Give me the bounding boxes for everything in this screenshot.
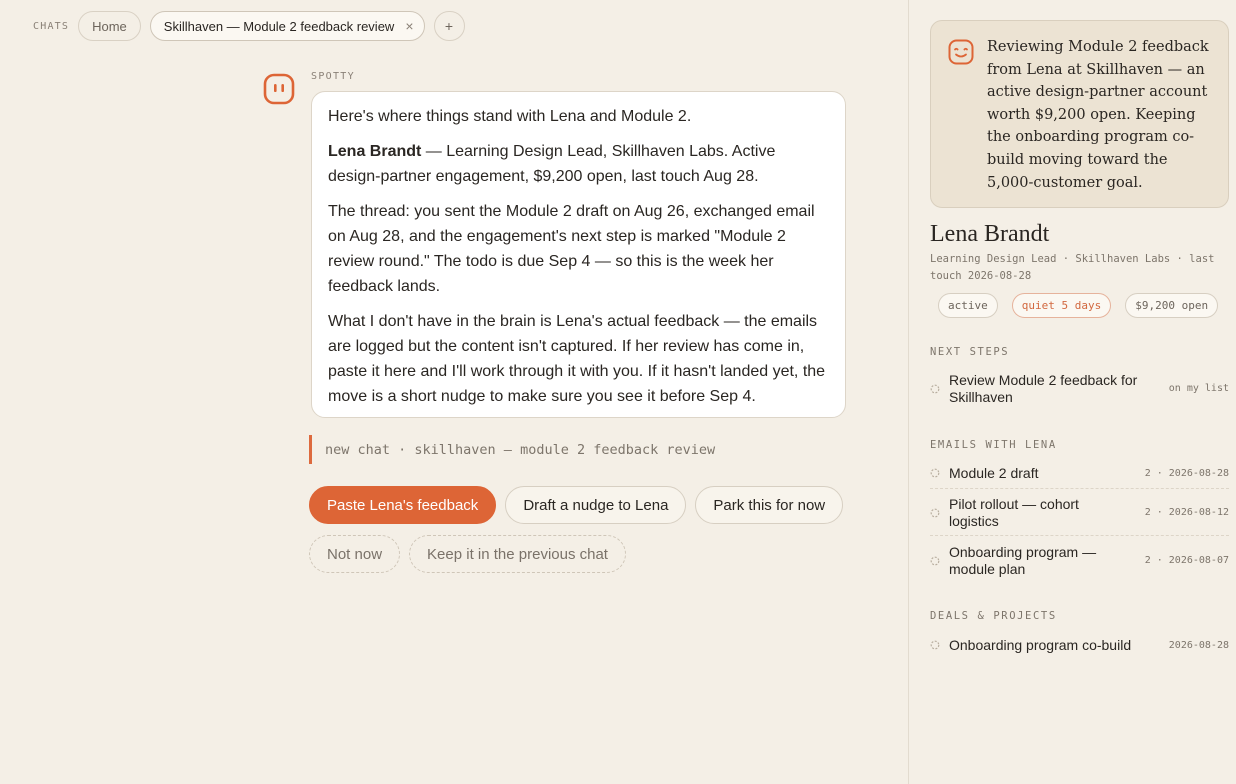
context-sidebar xyxy=(908,0,1236,784)
dashed-circle-icon xyxy=(930,508,940,518)
email-subject: Module 2 draft xyxy=(949,465,1039,481)
message-intro: Here's where things stand with Lena and Module 2. xyxy=(328,108,692,125)
spotty-face-icon xyxy=(263,73,295,105)
assistant-message xyxy=(311,91,846,418)
deal-name: Onboarding program co-build xyxy=(949,637,1132,653)
email-item[interactable] xyxy=(930,465,1229,482)
next-step-meta: on my list xyxy=(1168,383,1229,394)
tab-home-label: Home xyxy=(92,18,127,34)
tab-skillhaven-label: Skillhaven — Module 2 feedback review xyxy=(163,18,395,34)
next-steps-title: NEXT STEPS xyxy=(930,346,1010,358)
deal-meta: 2026-08-28 xyxy=(1168,639,1229,651)
email-item[interactable] xyxy=(930,496,1229,529)
message-gap: What I don't have in the brain is Lena's actual feedback — the emails are logged but the content isn't captured. If her review has come in, paste it here and I'll work through it with you. If it hasn't landed yet, the move is a short nudge to make sure you see it before Sep 4. xyxy=(328,313,826,405)
email-meta: 2 · 2026-08-07 xyxy=(1144,555,1229,566)
next-step-item[interactable] xyxy=(930,372,1229,405)
tab-skillhaven-review[interactable] xyxy=(150,11,425,41)
contact-meta: Learning Design Lead · Skillhaven Labs · last touch 2026-08-28 xyxy=(930,253,1215,282)
not-now-button[interactable]: Not now xyxy=(309,535,400,573)
dashed-circle-icon xyxy=(930,556,940,566)
contact-name: Lena Brandt xyxy=(930,221,1050,247)
context-summary-card xyxy=(930,20,1229,208)
email-subject: Onboarding program — module plan xyxy=(949,544,1097,577)
contact-name-bold: Lena Brandt xyxy=(328,143,422,160)
next-step-text: Review Module 2 feedback for Skillhaven xyxy=(949,372,1138,405)
spotty-smile-icon xyxy=(948,39,974,65)
email-meta: 2 · 2026-08-12 xyxy=(1144,507,1229,518)
deal-item[interactable] xyxy=(930,637,1229,654)
emails-title: EMAILS WITH LENA xyxy=(930,439,1057,451)
new-chat-button[interactable]: + xyxy=(434,11,465,41)
status-badge: active xyxy=(938,293,998,318)
new-chat-note: new chat · skillhaven — module 2 feedback review xyxy=(309,435,715,464)
contact-badges xyxy=(938,293,1218,318)
chat-tab-bar xyxy=(33,11,465,41)
paste-feedback-button[interactable]: Paste Lena's feedback xyxy=(309,486,496,524)
dashed-circle-icon xyxy=(930,468,940,478)
email-meta: 2 · 2026-08-28 xyxy=(1144,467,1229,479)
tab-home[interactable] xyxy=(78,11,141,41)
context-summary-text: Reviewing Module 2 feedback from Lena at Skillhaven — an active design-partner account worth $9,200 open. Keeping the onboarding program co-build moving toward the 5,000-customer goal. xyxy=(987,39,1209,191)
row-divider xyxy=(930,535,1229,536)
email-subject: Pilot rollout — cohort logistics xyxy=(949,496,1079,529)
quiet-badge: quiet 5 days xyxy=(1012,293,1111,318)
deals-title: DEALS & PROJECTS xyxy=(930,610,1057,622)
chats-label: CHATS xyxy=(33,20,70,32)
dashed-circle-icon xyxy=(930,384,940,394)
close-icon[interactable]: × xyxy=(405,18,414,34)
open-value-badge: $9,200 open xyxy=(1125,293,1218,318)
contact-details: — Learning Design Lead, Skillhaven Labs. Active design-partner engagement, $9,200 open, last touch Aug 28. xyxy=(328,143,776,185)
draft-nudge-button[interactable]: Draft a nudge to Lena xyxy=(505,486,686,524)
park-button[interactable]: Park this for now xyxy=(695,486,843,524)
message-sender: SPOTTY xyxy=(311,71,355,82)
keep-previous-chat-button[interactable]: Keep it in the previous chat xyxy=(409,535,626,573)
row-divider xyxy=(930,488,1229,489)
email-item[interactable] xyxy=(930,544,1229,577)
suggested-actions xyxy=(309,486,869,584)
dashed-circle-icon xyxy=(930,640,940,650)
message-thread: The thread: you sent the Module 2 draft on Aug 26, exchanged email on Aug 28, and the engagement's next step is marked "Module 2 review round." The todo is due Sep 4 — so this is the week her feedback lands. xyxy=(328,203,815,295)
message-contact xyxy=(328,139,831,189)
